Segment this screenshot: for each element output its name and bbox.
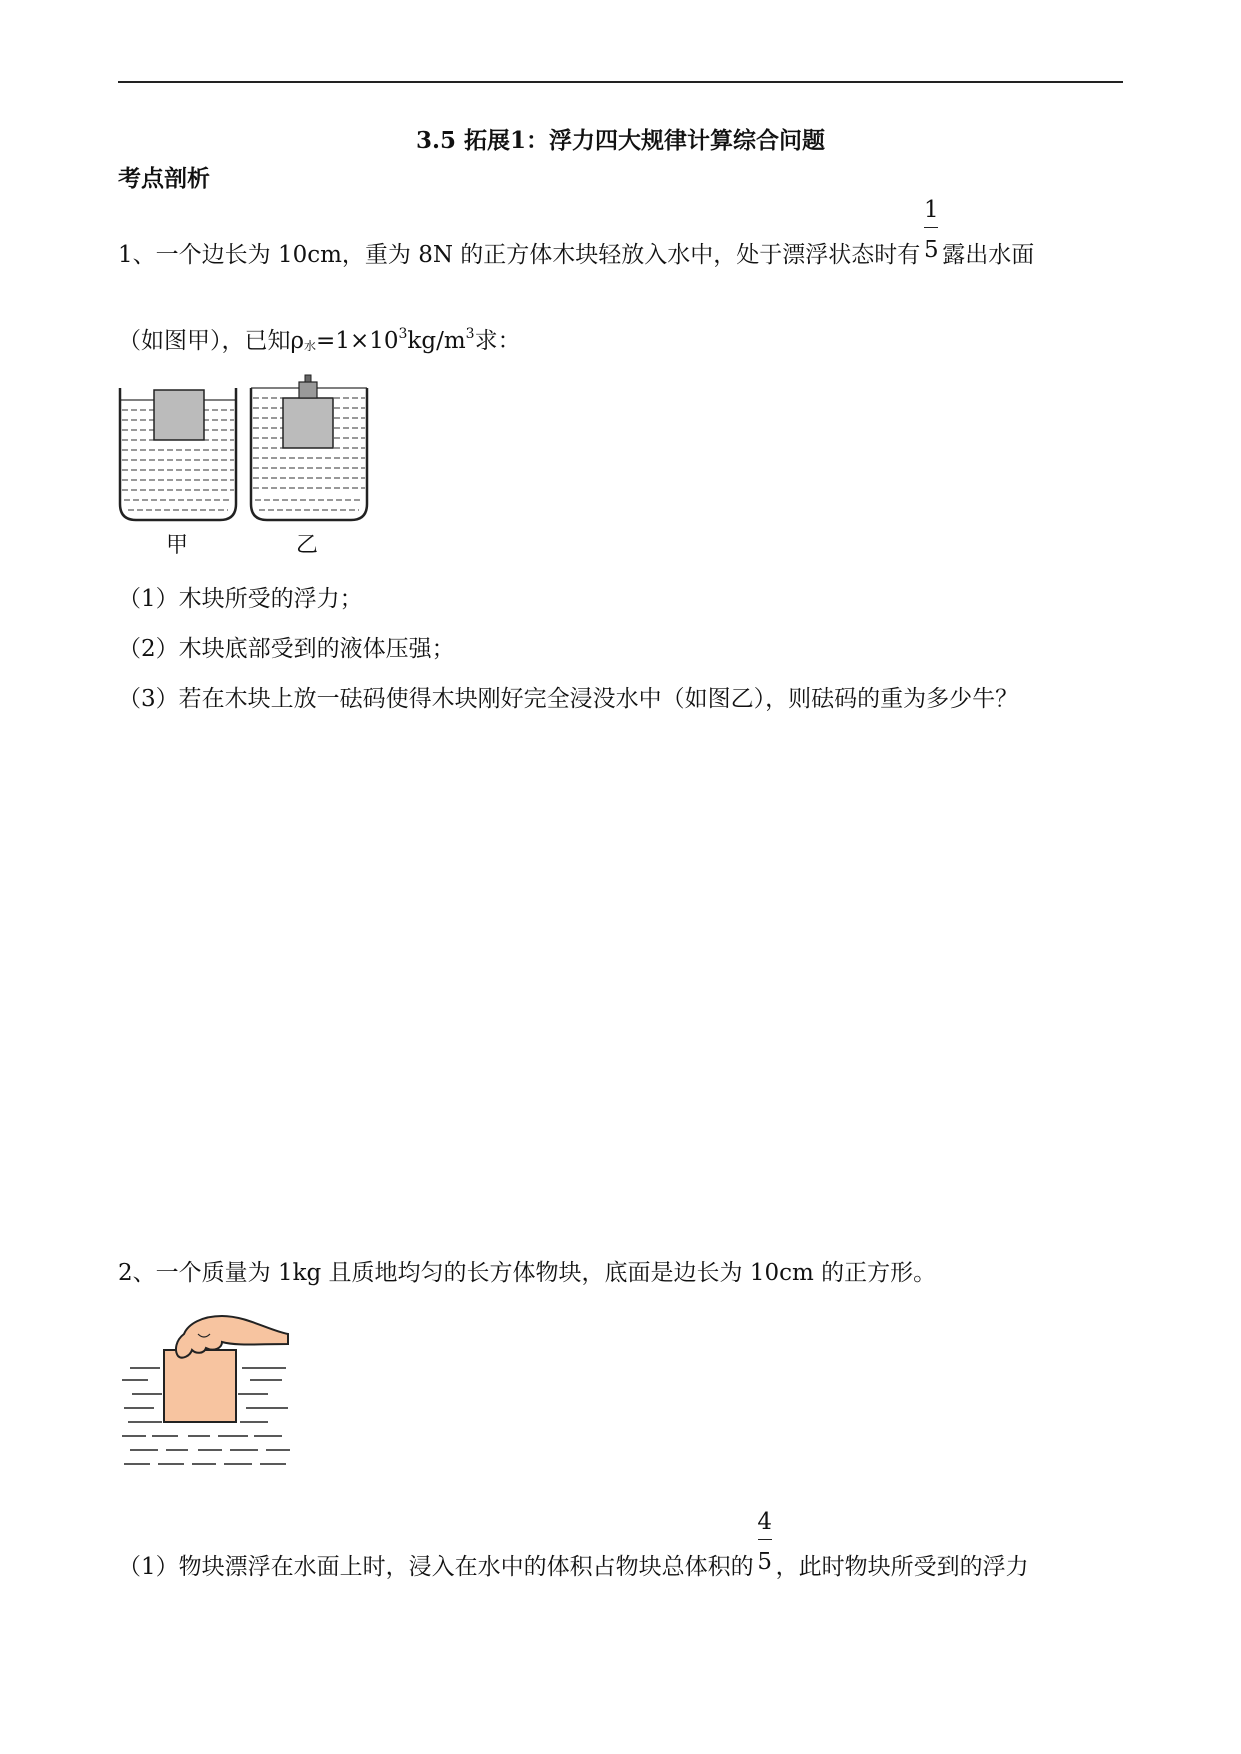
figure-caption-yi: 乙	[296, 533, 319, 558]
block	[164, 1350, 236, 1422]
q1-line2-d: 求：	[474, 328, 521, 354]
fraction-bar	[758, 1539, 772, 1540]
q2-frac-den: 5	[757, 1549, 772, 1575]
q1-frac-den: 5	[923, 237, 939, 263]
q2-fraction	[756, 1509, 774, 1575]
weight-icon	[299, 382, 317, 398]
figure-jia	[118, 380, 238, 525]
q1-sub1: （1）木块所受的浮力；	[118, 586, 363, 612]
wood-block	[154, 390, 204, 440]
q2-frac-num: 4	[757, 1509, 772, 1535]
figure-caption-jia: 甲	[166, 533, 189, 558]
wood-block	[283, 398, 333, 448]
page-title: 3.5 拓展1：浮力四大规律计算综合问题	[415, 127, 826, 154]
q1-line1	[118, 197, 1035, 269]
header-rule	[118, 81, 1123, 83]
q2-sub1	[118, 1509, 1029, 1581]
q1-line2	[118, 322, 521, 355]
q1-line2-sup1: 3	[398, 326, 408, 342]
section-heading: 考点剖析	[118, 165, 210, 192]
q1-sub3: （3）若在木块上放一砝码使得木块刚好完全浸没水中（如图乙），则砝码的重为多少牛？	[118, 686, 1019, 712]
fraction-bar	[924, 227, 938, 228]
figure-yi	[249, 372, 369, 525]
q2-line1: 2、一个质量为 1kg 且质地均匀的长方体物块，底面是边长为 10cm 的正方形。	[118, 1260, 937, 1286]
figure-hand-block	[118, 1310, 298, 1475]
q1-line2-a: （如图甲），已知ρ	[118, 328, 305, 354]
q1-sub2: （2）木块底部受到的液体压强；	[118, 636, 455, 662]
q1-line1-text: 1、一个边长为 10cm，重为 8N 的正方体木块轻放入水中，处于漂浮状态时有	[118, 242, 921, 268]
q1-line2-sup2: 3	[465, 326, 475, 342]
q1-line2-c: kg/m	[407, 328, 466, 354]
q2-sub1-text: （1）物块漂浮在水面上时，浸入在水中的体积占物块总体积的	[118, 1554, 754, 1580]
q1-line2-sub: 水	[304, 339, 317, 353]
q2-sub1-end: ，此时物块所受到的浮力	[775, 1554, 1029, 1580]
q1-line2-b: =1×10	[316, 328, 399, 354]
q1-frac-num: 1	[923, 197, 939, 223]
q1-fraction	[922, 197, 940, 263]
q1-line1-end: 露出水面	[942, 242, 1035, 268]
